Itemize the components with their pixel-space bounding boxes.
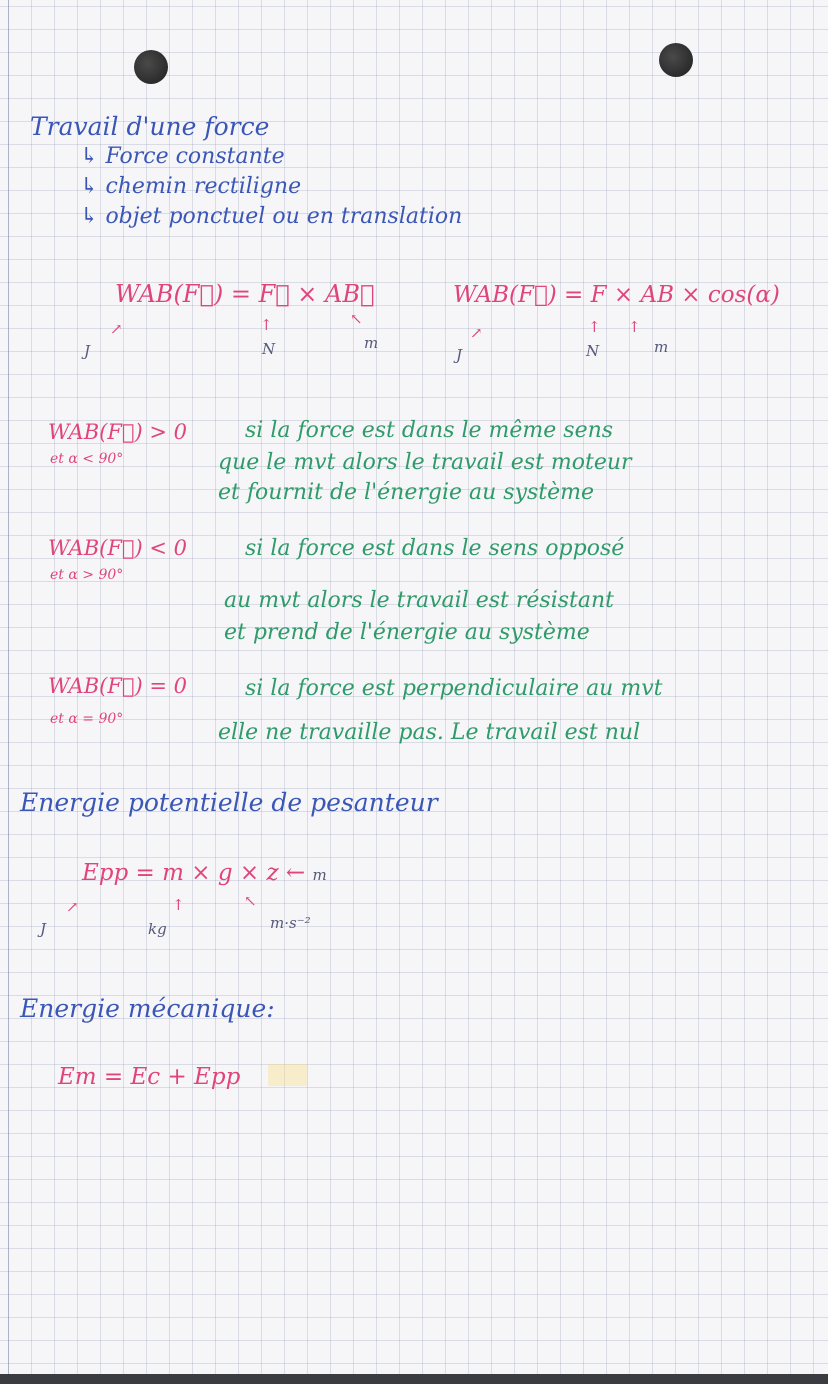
- case-condition: WAB(F⃗) = 0: [48, 674, 188, 698]
- condition-item: [80, 176, 301, 198]
- unit-newton: N: [586, 342, 600, 360]
- unit-joule: J: [40, 920, 47, 938]
- case-text-line: elle ne travaille pas. Le travail est nul: [218, 720, 641, 745]
- section-title-travail: Travail d'une force: [30, 112, 270, 141]
- unit-meter: m: [312, 866, 327, 884]
- condition-text: chemin rectiligne: [105, 174, 302, 199]
- case-angle: et α < 90°: [50, 451, 124, 467]
- case-text-line: au mvt alors le travail est résistant: [224, 588, 614, 613]
- formula-lhs: WAB(F⃗): [453, 282, 557, 308]
- potential-energy-formula: [82, 862, 327, 885]
- case-condition: WAB(F⃗) > 0: [48, 420, 188, 444]
- mechanical-energy-formula: Em = Ec + Epp: [58, 1064, 241, 1090]
- unit-meter: m: [364, 334, 379, 352]
- punch-hole-right: [659, 43, 693, 77]
- bullet-arrow-icon: ↳: [80, 144, 99, 169]
- case-angle: et α = 90°: [50, 711, 124, 727]
- punch-hole-left: [134, 50, 168, 84]
- condition-item: [80, 206, 462, 228]
- unit-arrow-icon: ↑: [628, 318, 641, 336]
- case-text-line: si la force est dans le sens opposé: [245, 536, 625, 561]
- highlighter-mark: [268, 1064, 308, 1086]
- case-text-line: et prend de l'énergie au système: [224, 620, 590, 645]
- formula-expr: Epp = m × g × z: [82, 860, 279, 886]
- formula-lhs: WAB(F⃗): [115, 280, 224, 308]
- condition-item: [80, 146, 285, 168]
- page-bottom-edge: [0, 1374, 828, 1384]
- case-text-line: si la force est perpendiculaire au mvt: [245, 676, 663, 701]
- unit-arrow-icon: ↖: [244, 892, 257, 910]
- unit-arrow-icon: ↑: [588, 318, 601, 336]
- section-title-potential: Energie potentielle de pesanteur: [20, 788, 438, 817]
- unit-arrow-icon: ↗: [110, 320, 123, 338]
- unit-kilogram: kg: [148, 920, 167, 938]
- unit-joule: J: [456, 346, 463, 364]
- unit-joule: J: [84, 342, 91, 360]
- condition-text: objet ponctuel ou en translation: [105, 204, 463, 229]
- work-formula-vector: [115, 282, 374, 306]
- unit-newton: N: [262, 340, 276, 358]
- unit-meter: m: [654, 338, 669, 356]
- work-formula-cos: [453, 284, 780, 307]
- case-text-line: et fournit de l'énergie au système: [218, 480, 595, 505]
- unit-gravity: m·s⁻²: [270, 914, 311, 932]
- bullet-arrow-icon: ↳: [80, 174, 99, 199]
- unit-arrow-icon: ↑: [260, 316, 273, 334]
- case-angle: et α > 90°: [50, 567, 124, 583]
- bullet-arrow-icon: ↳: [80, 204, 99, 229]
- unit-arrow-icon: ↗: [470, 324, 483, 342]
- margin-line: [8, 0, 9, 1384]
- condition-text: Force constante: [105, 144, 285, 169]
- z-arrow-icon: ←: [285, 860, 306, 886]
- case-text-line: que le mvt alors le travail est moteur: [218, 450, 632, 475]
- case-condition: WAB(F⃗) < 0: [48, 536, 188, 560]
- section-title-mechanical: Energie mécanique:: [20, 994, 275, 1023]
- formula-rhs: = F × AB × cos(α): [564, 282, 780, 308]
- unit-arrow-icon: ↗: [66, 898, 79, 916]
- formula-rhs: = F⃗ × AB⃗: [230, 280, 375, 308]
- unit-arrow-icon: ↖: [350, 310, 363, 328]
- case-text-line: si la force est dans le même sens: [245, 418, 614, 443]
- unit-arrow-icon: ↑: [172, 896, 185, 914]
